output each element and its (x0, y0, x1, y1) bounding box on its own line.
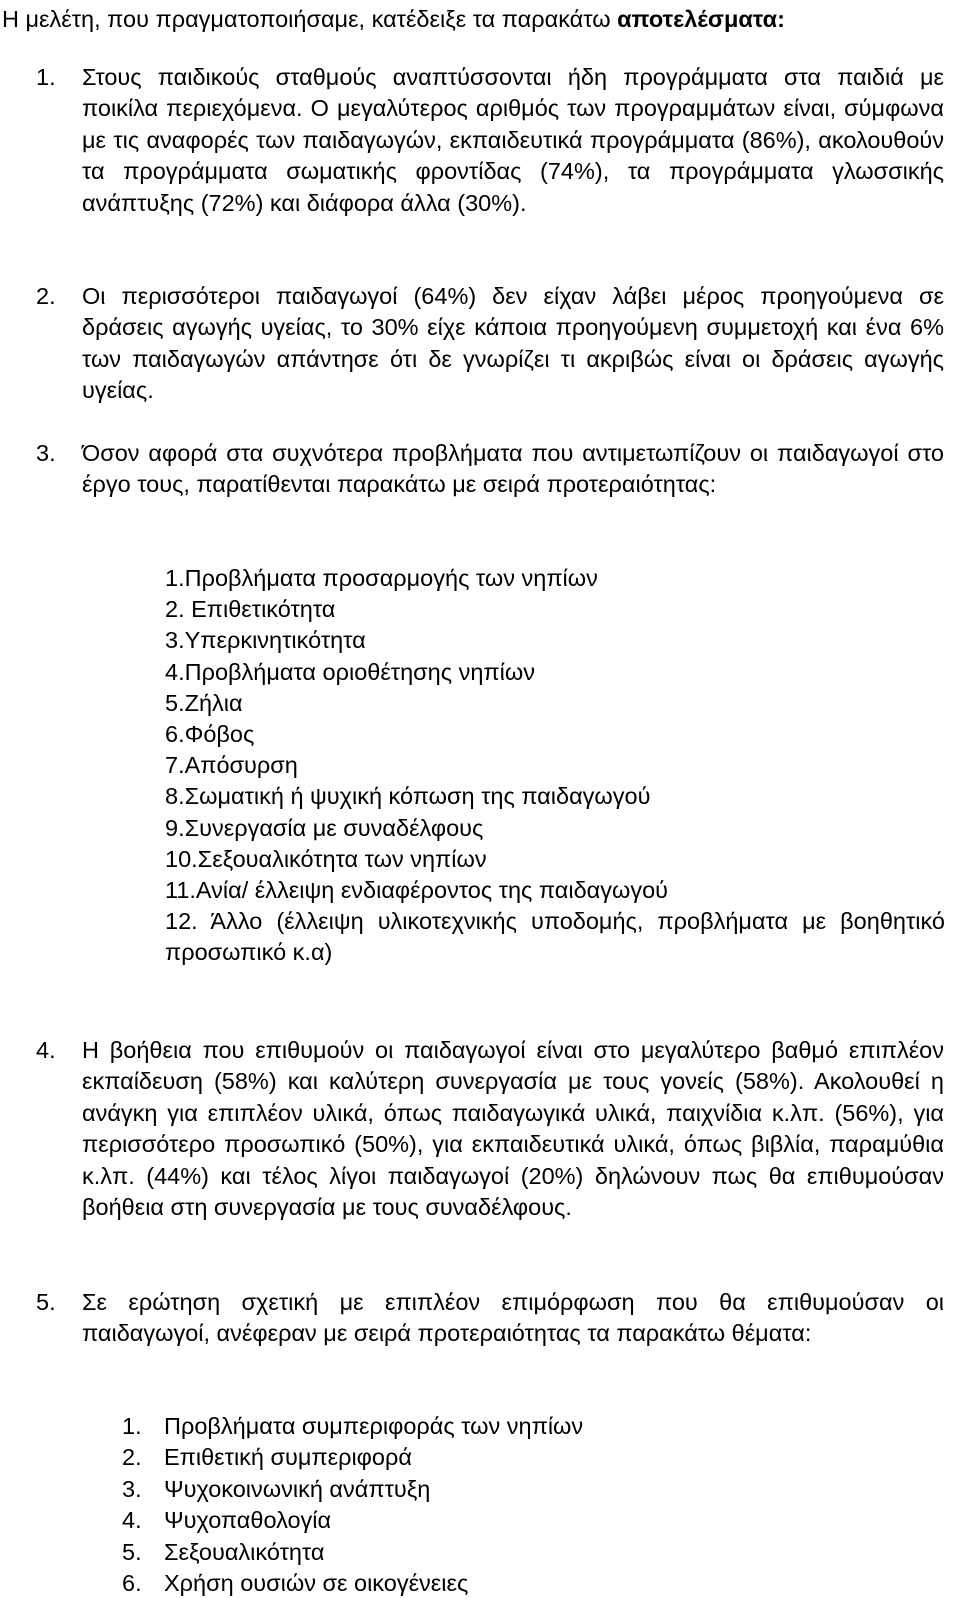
problem-item: 4.Προβλήματα οριοθέτησης νηπίων (165, 658, 535, 685)
topic-number: 6. (122, 1570, 142, 1597)
result-item-4 (36, 1035, 944, 1223)
result-text: Όσον αφορά στα συχνότερα προβλήματα που αντιμετωπίζουν οι παιδαγωγοί στο έργο τους, παρατίθενται παρακάτω με σειρά προτεραιότητας: (82, 440, 944, 498)
topic-label: Ψυχοπαθολογία (164, 1507, 332, 1534)
problem-item: 8.Σωματική ή ψυχική κόπωση της παιδαγωγού (165, 783, 651, 810)
topic-label: Χρήση ουσιών σε οικογένειες (164, 1570, 469, 1597)
topic-number: 5. (122, 1538, 142, 1565)
problems-list (165, 563, 945, 969)
problem-item: 1.Προβλήματα προσαρμογής των νηπίων (165, 565, 598, 591)
result-text: Η βοήθεια που επιθυμούν οι παιδαγωγοί είναι στο μεγαλύτερο βαθμό επιπλέον εκπαίδευση (58%) και καλύτερη συνεργασία με τους γονείς (58%). Ακολουθεί η ανάγκη για επιπλέον υλικά, όπως παιδαγωγικά υλικά, παιχνίδια κ.λπ. (56%), για περισσότερο προσωπικό (50%), για εκπαιδευτικά υλικά, όπως βιβλία, παραμύθια κ.λπ. (44%) και τέλος λίγοι παιδαγωγοί (20%) δηλώνουν πως θα επιθυμούσαν βοήθεια στη συνεργασία με τους συναδέλφους. (82, 1037, 944, 1221)
result-item-2 (36, 281, 944, 407)
topic-label: Ψυχοκοινωνική ανάπτυξη (164, 1475, 431, 1502)
result-number: 4. (36, 1037, 56, 1063)
result-item-1 (36, 62, 944, 219)
topic-number: 3. (122, 1475, 142, 1502)
topic-item (122, 1568, 722, 1599)
intro-paragraph (2, 4, 785, 35)
problem-item: 2. Επιθετικότητα (165, 596, 336, 623)
result-number: 5. (36, 1289, 56, 1315)
problem-item: 10.Σεξουαλικότητα των νηπίων (165, 845, 487, 872)
topic-item (122, 1411, 722, 1442)
result-text: Σε ερώτηση σχετική με επιπλέον επιμόρφωση που θα επιθυμούσαν οι παιδαγωγοί, ανέφεραν με σειρά προτεραιότητας τα παρακάτω θέματα: (82, 1289, 944, 1347)
result-number: 3. (36, 440, 56, 466)
topic-item (122, 1442, 722, 1473)
problem-item: 3.Υπερκινητικότητα (165, 627, 366, 654)
result-text: Στους παιδικούς σταθμούς αναπτύσσονται ήδη προγράμματα στα παιδιά με ποικίλα περιεχόμενα. Ο μεγαλύτερος αριθμός των προγραμμάτων είναι, σύμφωνα με τις αναφορές των παιδαγωγών, εκπαιδευτικά προγράμματα (86%), ακολουθούν τα προγράμματα σωματικής φροντίδας (74%), τα προγράμματα γλωσσικής ανάπτυξης (72%) και διάφορα άλλα (30%). (82, 64, 944, 216)
topic-number: 4. (122, 1507, 142, 1534)
result-number: 1. (36, 64, 56, 90)
intro-bold-word: αποτελέσματα: (617, 6, 785, 32)
problem-item: 6.Φόβος (165, 721, 255, 748)
problem-item: 7.Απόσυρση (165, 752, 298, 779)
topic-label: Σεξουαλικότητα (164, 1538, 325, 1565)
problem-item: 9.Συνεργασία με συναδέλφους (165, 814, 484, 841)
topic-number: 2. (122, 1444, 142, 1471)
topic-item (122, 1505, 722, 1536)
problem-item: 12. Άλλο (έλλειψη υλικοτεχνικής υποδομής, προβλήματα με βοηθητικό προσωπικό κ.α) (165, 908, 945, 966)
result-text: Οι περισσότεροι παιδαγωγοί (64%) δεν είχαν λάβει μέρος προηγούμενα σε δράσεις αγωγής υγείας, το 30% είχε κάποια προηγούμενη συμμετοχή και ένα 6% των παιδαγωγών απάντησε ότι δε γνωρίζει τι ακριβώς είναι οι δράσεις αγωγής υγείας. (82, 283, 944, 404)
topic-item (122, 1474, 722, 1505)
problem-item: 5.Ζήλια (165, 689, 243, 716)
result-item-5 (36, 1287, 944, 1350)
result-item-3 (36, 438, 944, 501)
intro-text: Η μελέτη, που πραγματοποιήσαμε, κατέδειξε τα παρακάτω (2, 6, 618, 32)
topic-item (122, 1537, 722, 1568)
topic-number: 1. (122, 1413, 142, 1439)
topic-label: Προβλήματα συμπεριφοράς των νηπίων (164, 1413, 584, 1439)
topics-list (122, 1411, 722, 1599)
topic-label: Επιθετική συμπεριφορά (164, 1444, 412, 1471)
result-number: 2. (36, 283, 56, 309)
problem-item: 11.Ανία/ έλλειψη ενδιαφέροντος της παιδαγωγού (165, 877, 669, 904)
